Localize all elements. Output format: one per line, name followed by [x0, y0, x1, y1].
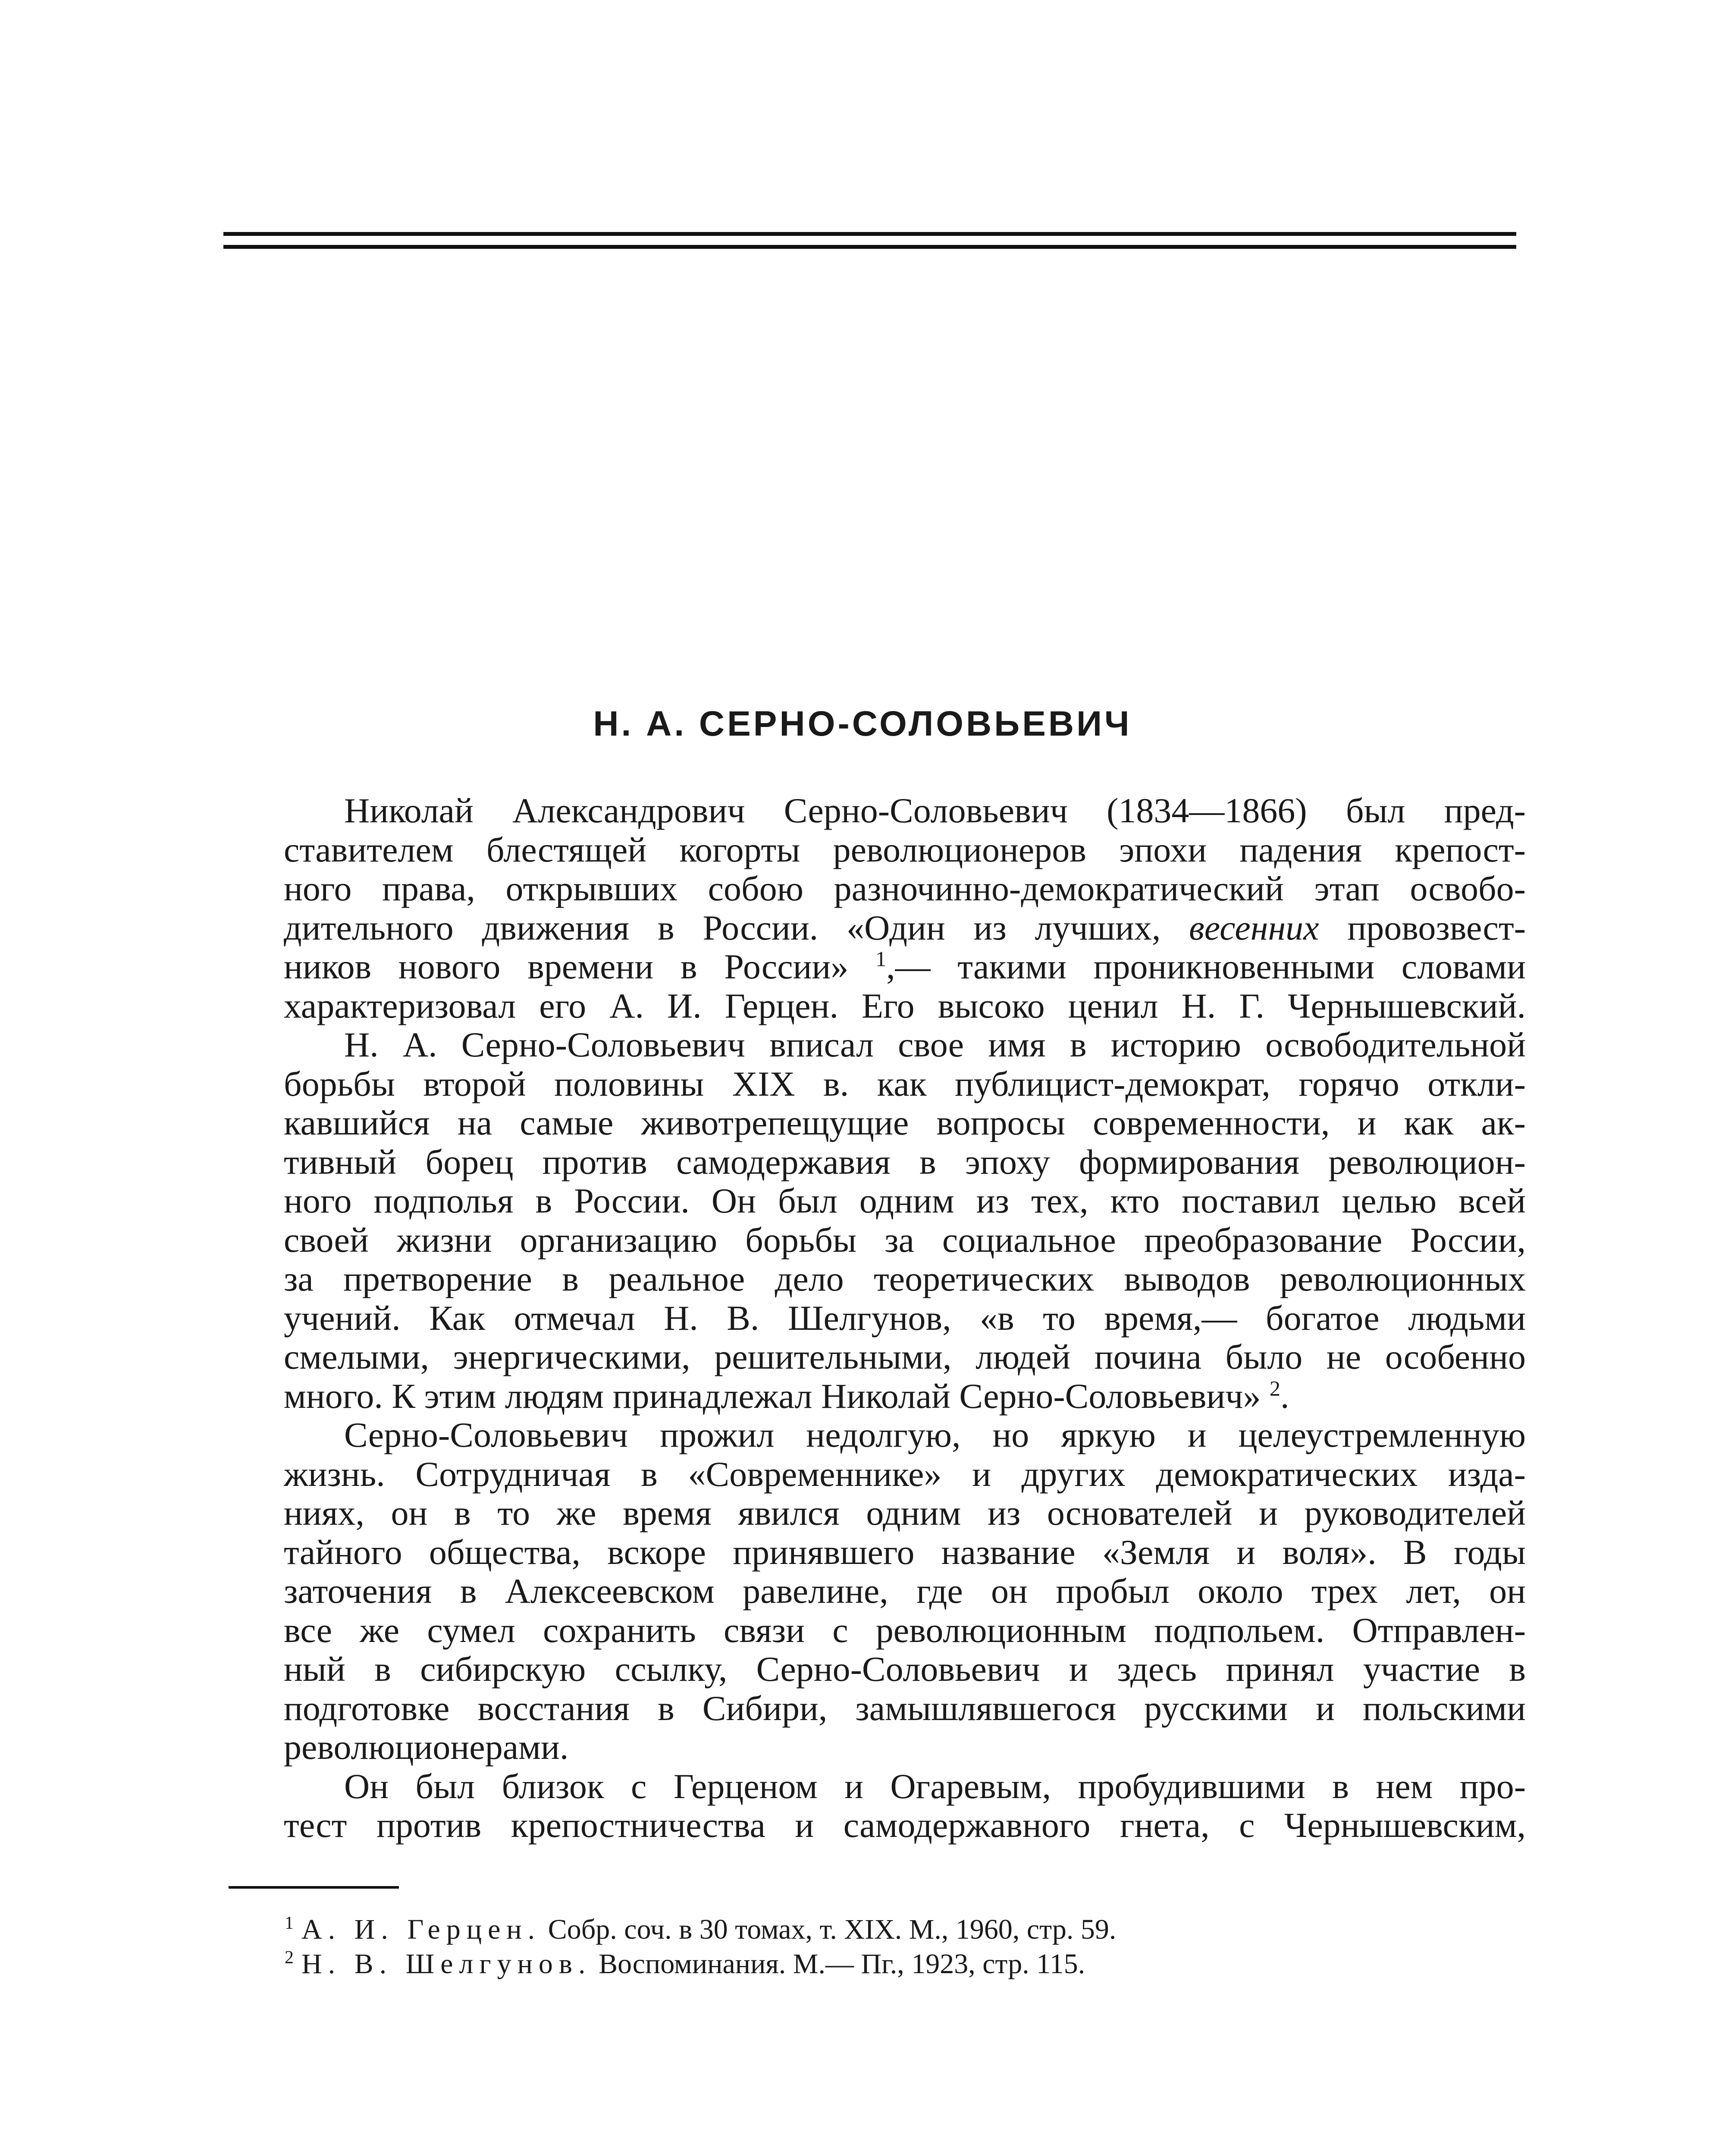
footnote-1 [285, 1912, 1406, 1947]
paragraph-1 [223, 791, 1526, 1025]
text-segment: ,— такими проникновенными словами [886, 947, 1526, 986]
footnote-author: А. И. Герцен. [301, 1914, 541, 1945]
footnote-mark: 1 [285, 1913, 294, 1933]
text-line: ного права, открывших собою разночинно-демократический этап освобо- [284, 869, 1526, 908]
body-text [223, 791, 1526, 1845]
text-line: учений. Как отмечал Н. В. Шелгунов, «в то время,— богатое людьми [284, 1298, 1526, 1338]
header-rule-top [223, 232, 1516, 236]
text-line: подготовке восстания в Сибири, замышлявшегося русскими и польскими [284, 1688, 1526, 1728]
paragraph-3 [223, 1416, 1526, 1767]
text-line: Н. А. Серно-Соловьевич вписал свое имя в историю освободительной [344, 1025, 1526, 1064]
text-line: тивный борец против самодержавия в эпоху формирования революцион- [284, 1142, 1526, 1181]
text-line: смелыми, энергическими, решительными, людей почина было не особенно [284, 1337, 1526, 1376]
footnote-separator [229, 1886, 399, 1889]
text-line: Он был близок с Герценом и Огаревым, пробудившими в нем про- [344, 1766, 1526, 1806]
italic-word: весенних [1189, 908, 1319, 947]
footnote-ref-1[interactable]: 1 [875, 946, 887, 971]
text-line [223, 1377, 1526, 1416]
text-line: своей жизни организацию борьбы за социальное преобразование России, [284, 1220, 1526, 1260]
chapter-title: Н. А. СЕРНО-СОЛОВЬЕВИЧ [593, 704, 1132, 743]
text-line: ниях, он в то же время явился одним из основателей и руководителей [284, 1493, 1526, 1532]
text-line: ного подполья в России. Он был одним из тех, кто поставил целью всей [284, 1181, 1526, 1220]
text-line: тест против крепостничества и самодержавного гнета, с Чернышевским, [284, 1805, 1526, 1845]
text-line: тайного общества, вскоре принявшего название «Земля и воля». В годы [284, 1532, 1526, 1572]
text-line: характеризовал его А. И. Герцен. Его высоко ценил Н. Г. Чернышевский. [284, 986, 1526, 1025]
text-line [223, 947, 1526, 987]
text-line: кавшийся на самые животрепещущие вопросы современности, и как ак- [284, 1103, 1526, 1142]
text-line: заточения в Алексеевском равелине, где он пробыл около трех лет, он [284, 1571, 1526, 1611]
footnote-2 [285, 1947, 1406, 1981]
footnote-author: Н. В. Шелгунов. [301, 1948, 592, 1980]
header-rule-bottom [223, 245, 1516, 249]
text-line: ный в сибирскую ссылку, Серно-Соловьевич и здесь принял участие в [284, 1649, 1526, 1689]
footnote-text: Воспоминания. М.— Пг., 1923, стр. 115. [599, 1948, 1085, 1980]
paragraph-2 [223, 1025, 1526, 1416]
footnotes [285, 1912, 1406, 1981]
text-line: жизнь. Сотрудничая в «Современнике» и других демократических изда- [284, 1454, 1526, 1494]
text-line [223, 909, 1526, 948]
text-line: Николай Александрович Серно-Соловьевич (1834—1866) был пред- [344, 791, 1526, 830]
footnote-mark: 2 [285, 1948, 294, 1968]
text-segment: много. К этим людям принадлежал Николай Серно-Соловьевич» [284, 1376, 1270, 1416]
paragraph-4 [223, 1767, 1526, 1845]
text-segment: провозвест- [1319, 908, 1526, 947]
footnote-text: Собр. соч. в 30 томах, т. XIX. М., 1960, стр. 59. [548, 1914, 1117, 1945]
text-line: за претворение в реальное дело теоретических выводов революционных [284, 1259, 1526, 1298]
text-line: все же сумел сохранить связи с революционным подпольем. Отправлен- [284, 1610, 1526, 1650]
text-segment: дительного движения в России. «Один из лучших, [284, 908, 1189, 947]
text-line: ставителем блестящей когорты революционеров эпохи падения крепост- [284, 830, 1526, 869]
text-line: Серно-Соловьевич прожил недолгую, но яркую и целеустремленную [344, 1415, 1526, 1454]
text-segment: . [1280, 1376, 1289, 1416]
text-line: борьбы второй половины XIX в. как публицист-демократ, горячо откли- [284, 1064, 1526, 1103]
footnote-ref-2[interactable]: 2 [1270, 1376, 1281, 1401]
text-segment: ников нового времени в России» [284, 947, 876, 986]
text-line: революционерами. [284, 1727, 569, 1767]
